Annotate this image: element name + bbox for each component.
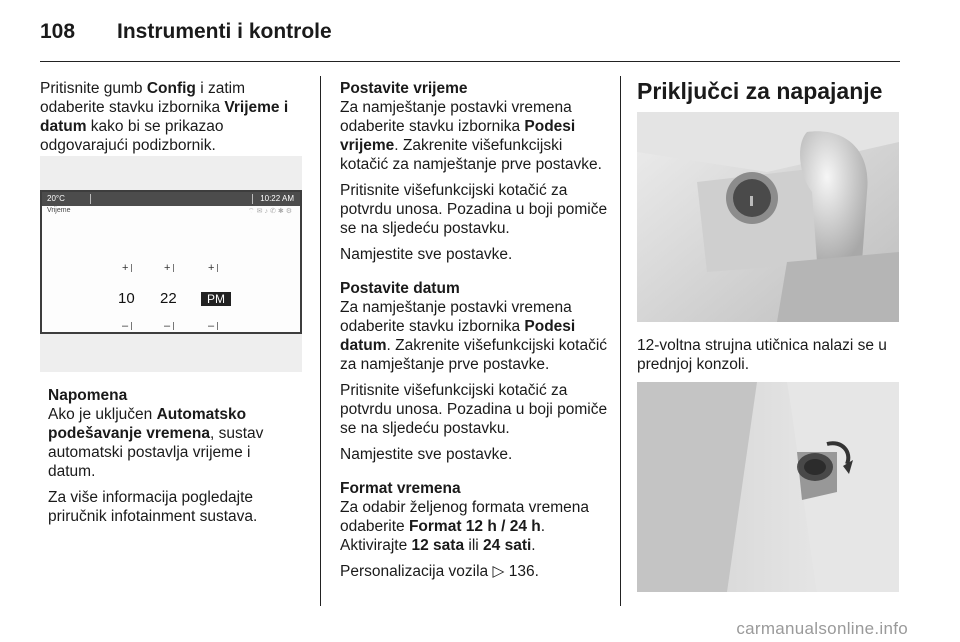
hour-value: 10: [118, 290, 135, 307]
socket-caption: 12-voltna strujna utičnica nalazi se u prednjoj konzoli.: [637, 337, 887, 373]
set-time-heading: Postavite vrijeme: [340, 80, 468, 97]
watermark: carmanualsonline.info: [736, 619, 908, 638]
time-date-term: Vrijeme i datum: [40, 99, 289, 135]
mail-icon: ✉: [256, 208, 265, 215]
set-time-section: Postavite vrijeme Za namještanje postavki vremena odaberite stavku izbornika Podesi vrijeme. Zakrenite višefunkcijski kotačić za namještanje prve postavke. Pritisnite višefunkcijski kotačić za potvrdu unosa. Pozadina u boji pomiče se na sljedeću postavku. Namjestite sve postavke.: [340, 79, 610, 264]
infotainment-screen: [40, 190, 302, 334]
ampm-plus-button[interactable]: +: [208, 262, 218, 274]
intro-paragraph: Pritisnite gumb Config i zatim odaberite stavku izbornika Vrijeme i datum kako bi se prikazao odgovarajući podizbornik.: [40, 80, 289, 154]
set-date-section: Postavite datum Za namještanje postavki vremena odaberite stavku izbornika Podesi datum. Zakrenite višefunkcijski kotačić za namještanje prve postavke. Pritisnite višefunkcijski kotačić za potvrdu unosa. Pozadina u boji pomiče se na sljedeću postavku. Namjestite sve postavke.: [340, 279, 610, 464]
page-title: Instrumenti i kontrole: [117, 20, 332, 43]
note-heading: Napomena: [48, 387, 128, 404]
screen-subtitle: Vrijeme: [47, 207, 71, 214]
column-2: [340, 79, 610, 588]
page-number: 108: [40, 20, 76, 43]
hour-minus-button[interactable]: –: [122, 320, 132, 332]
section-heading: Priključci za napajanje: [637, 78, 883, 104]
time-format-heading: Format vremena: [340, 480, 461, 497]
status-bar: [42, 192, 300, 206]
column-divider-2: [620, 76, 621, 606]
ampm-value: PM: [201, 292, 231, 306]
set-date-heading: Postavite datum: [340, 280, 460, 297]
console-photo: [637, 112, 899, 322]
phone-icon: ✆: [269, 208, 278, 215]
screen-figure: [40, 156, 302, 372]
config-term: Config: [146, 80, 196, 97]
settings-icon: ⚙: [285, 208, 294, 215]
auto-time-term: Automatsko podešavanje vremena: [48, 406, 247, 442]
minute-plus-button[interactable]: +: [164, 262, 174, 274]
time-format-section: Format vremena Za odabir željenog formata vremena odaberite Format 12 h / 24 h. Aktivirajte 12 sata ili 24 sati. Personalizacija vozila ▷ 136.: [340, 479, 610, 581]
clock-readout: 10:22 AM: [260, 194, 294, 203]
socket-photo: [637, 382, 899, 592]
ampm-minus-button[interactable]: –: [208, 320, 218, 332]
hour-plus-button[interactable]: +: [122, 262, 132, 274]
page-reference-icon: ▷: [492, 563, 505, 580]
header-rule: [40, 61, 900, 62]
column-divider-1: [320, 76, 321, 606]
wifi-icon: ⌔: [248, 208, 257, 215]
minute-value: 22: [160, 290, 177, 307]
note-block: Napomena Ako je uključen Automatsko podešavanje vremena, sustav automatski postavlja vrijeme i datum. Za više informacija pogledajte priručnik infotainment sustava.: [48, 386, 300, 533]
temperature-readout: 20°C: [47, 194, 65, 203]
mute-icon: ♪: [264, 208, 270, 215]
status-icons: [248, 207, 294, 216]
bluetooth-icon: ✱: [277, 208, 286, 215]
minute-minus-button[interactable]: –: [164, 320, 174, 332]
note-reference: Za više informacija pogledajte priručnik infotainment sustava.: [48, 489, 258, 525]
